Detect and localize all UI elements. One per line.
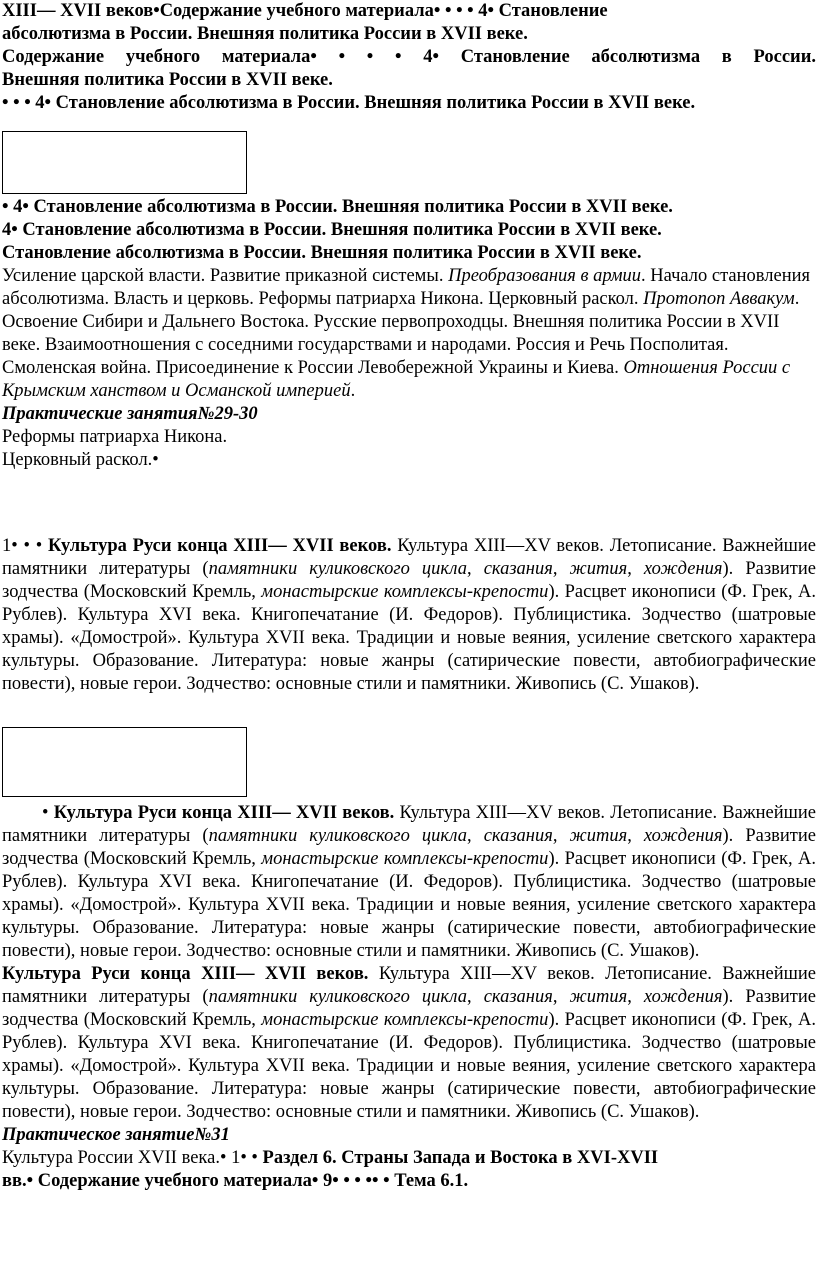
text-run: ). Развитие зодчества (Московский Кремль, bbox=[2, 559, 816, 602]
final-line-1 bbox=[2, 1147, 816, 1170]
text-run: . Освоение Сибири и Дальнего Востока. Русские первопроходцы. Внешняя политика России в XVII веке. Взаимоотношения с соседними государствами и народами. Россия и Речь Посполитая. Смоленская война. Присоединение к России Левобережной Украины и Киева. bbox=[2, 289, 800, 378]
text-run: ). Расцвет иконописи (Ф. Грек, А. Рублев). Культура XVI века. Книгопечатание (И. Федоров). Публицистика. Зодчество (шатровые храмы). «Домострой». Культура XVII века. Традиции и новые веяния, усиление светского характера культуры. Образование. Литература: новые жанры (сатирические повести, автобиографические повести), новые герои. Зодчество: основные стили и памятники. Живопись (С. Ушаков). bbox=[2, 1010, 816, 1122]
italic-run: хождения bbox=[643, 559, 723, 579]
header-line-5: • • • 4• Становление абсолютизма в России. Внешняя политика России в XVII веке. bbox=[2, 93, 696, 113]
italic-run: жития bbox=[569, 826, 628, 846]
text-run: ). Расцвет иконописи (Ф. Грек, А. Рублев). Культура XVI века. Книгопечатание (И. Федоров). Публицистика. Зодчество (шатровые храмы). «Домострой». Культура XVII века. Традиции и новые веяния, усиление светского характера культуры. Образование. Литература: новые жанры (сатирические повести, автобиографические повести), новые герои. Зодчество: основные стили и памятники. Живопись (С. Ушаков). bbox=[2, 582, 816, 694]
text-run: . Начало становления абсолютизма. Власть и церковь. Реформы патриарха Никона. Церковный раскол. bbox=[2, 266, 811, 309]
text-run: , bbox=[466, 826, 484, 846]
section-heading: Раздел 6. Страны Запада и Востока в XVI-XVII bbox=[262, 1148, 659, 1168]
italic-run: монастырские комплексы-крепости bbox=[261, 849, 549, 869]
text-run: • bbox=[42, 803, 54, 823]
practice-item: Церковный раскол.• bbox=[2, 450, 159, 470]
text-run: Культура XIII—XV веков. Летописание. Важнейшие памятники литературы ( bbox=[2, 536, 816, 579]
italic-run: Отношения России с Крымским ханством и Османской империей bbox=[2, 358, 791, 401]
topic-4-block bbox=[2, 196, 816, 472]
text-run: , bbox=[466, 987, 484, 1007]
italic-run: сказания bbox=[483, 987, 553, 1007]
practice-title: Практические занятия№29-30 bbox=[2, 404, 258, 424]
italic-run: монастырские комплексы-крепости bbox=[261, 582, 549, 602]
italic-run: хождения bbox=[643, 826, 723, 846]
text-run: , bbox=[552, 826, 570, 846]
bold-run: Культура Руси конца XIII— XVII веков. bbox=[48, 536, 392, 556]
culture-paragraph bbox=[2, 535, 816, 696]
header-line-4: Внешняя политика России в XVII веке. bbox=[2, 70, 333, 90]
bold-run: Культура Руси конца XIII— XVII веков. bbox=[53, 803, 395, 823]
topic-heading-3: Становление абсолютизма в России. Внешняя политика России в XVII веке. bbox=[2, 243, 642, 263]
text-run: ). Развитие зодчества (Московский Кремль, bbox=[2, 826, 816, 869]
header-line-3: Содержание учебного материала• • • • 4• Становление абсолютизма в России. bbox=[2, 47, 816, 67]
italic-run: монастырские комплексы-крепости bbox=[261, 1010, 549, 1030]
text-run: . bbox=[350, 381, 356, 401]
italic-run: жития bbox=[569, 559, 628, 579]
culture-paragraph bbox=[2, 963, 816, 1124]
italic-run: хождения bbox=[643, 987, 723, 1007]
italic-run: Преобразования в армии bbox=[448, 266, 642, 286]
italic-run: памятники куликовского цикла bbox=[208, 987, 467, 1007]
practice-item: Реформы патриарха Никона. bbox=[2, 427, 228, 447]
culture-block-1 bbox=[2, 535, 816, 696]
italic-run: памятники куликовского цикла bbox=[208, 559, 467, 579]
text-run: 1• • • bbox=[2, 536, 49, 556]
text-run: Культура России XVII века.• 1• • bbox=[2, 1148, 263, 1168]
practice-title: Практическое занятие№31 bbox=[2, 1125, 230, 1145]
empty-table-cell bbox=[2, 727, 247, 797]
text-run: Усиление царской власти. Развитие приказной системы. bbox=[2, 266, 449, 286]
text-run: Культура XIII—XV веков. Летописание. Важнейшие памятники литературы ( bbox=[2, 803, 816, 846]
bold-run: Культура Руси конца XIII— XVII веков. bbox=[2, 964, 369, 984]
text-run: , bbox=[627, 826, 644, 846]
text-run: , bbox=[627, 987, 644, 1007]
topic-heading-1: • 4• Становление абсолютизма в России. Внешняя политика России в XVII веке. bbox=[2, 197, 673, 217]
header-block bbox=[2, 0, 816, 115]
culture-paragraph bbox=[2, 802, 816, 963]
italic-run: жития bbox=[569, 987, 628, 1007]
final-line-2: вв.• Содержание учебного материала• 9• • • •• • Тема 6.1. bbox=[2, 1171, 469, 1191]
header-line-2: абсолютизма в России. Внешняя политика России в XVII веке. bbox=[2, 24, 528, 44]
italic-run: памятники куликовского цикла bbox=[208, 826, 467, 846]
text-run: ). Развитие зодчества (Московский Кремль, bbox=[2, 987, 816, 1030]
topic-heading-2: 4• Становление абсолютизма в России. Внешняя политика России в XVII веке. bbox=[2, 220, 662, 240]
header-line-1: XIII— XVII веков•Содержание учебного материала• • • • 4• Становление bbox=[2, 1, 608, 21]
text-run: , bbox=[552, 987, 570, 1007]
italic-run: сказания bbox=[483, 826, 553, 846]
italic-run: Протопоп Аввакум bbox=[643, 289, 795, 309]
topic-4-content bbox=[2, 265, 816, 403]
text-run: ). Расцвет иконописи (Ф. Грек, А. Рублев). Культура XVI века. Книгопечатание (И. Федоров). Публицистика. Зодчество (шатровые храмы). «Домострой». Культура XVII века. Традиции и новые веяния, усиление светского характера культуры. Образование. Литература: новые жанры (сатирические повести, автобиографические повести), новые герои. Зодчество: основные стили и памятники. Живопись (С. Ушаков). bbox=[2, 849, 816, 961]
italic-run: сказания bbox=[483, 559, 553, 579]
culture-block-2 bbox=[2, 802, 816, 1193]
empty-table-cell bbox=[2, 131, 247, 194]
text-run: , bbox=[627, 559, 644, 579]
text-run: , bbox=[466, 559, 484, 579]
text-run: Культура XIII—XV веков. Летописание. Важнейшие памятники литературы ( bbox=[2, 964, 816, 1007]
text-run: , bbox=[552, 559, 570, 579]
